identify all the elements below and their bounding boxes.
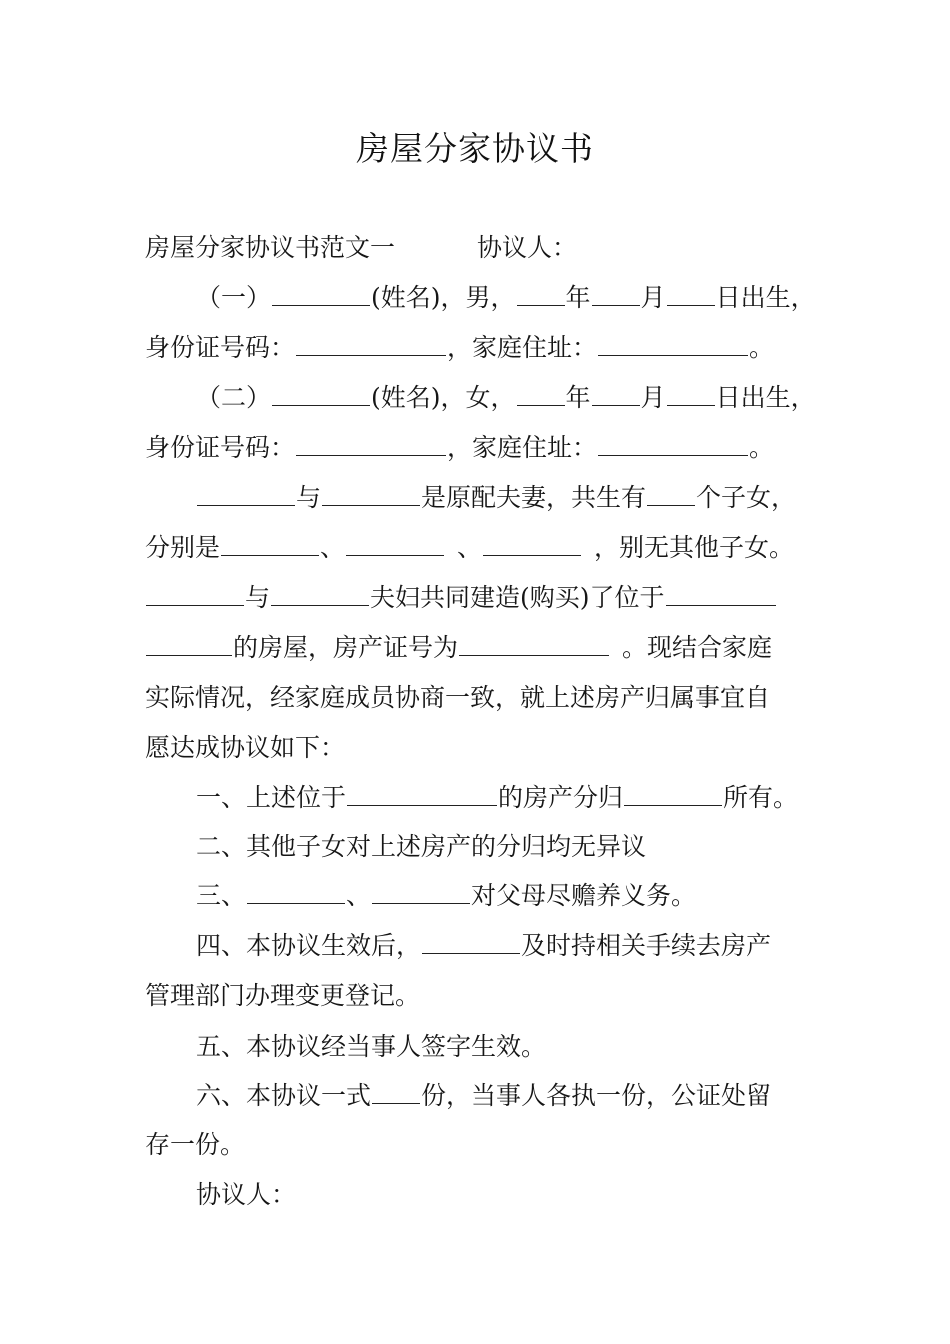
doc-line-2 xyxy=(196,273,876,323)
fill-blank xyxy=(247,885,345,904)
text: 。 xyxy=(749,333,775,362)
text: 年 xyxy=(565,283,591,312)
doc-line-15 xyxy=(196,921,876,971)
text: ，家庭住址： xyxy=(447,433,598,462)
fill-blank xyxy=(598,337,748,356)
text: 、 xyxy=(457,533,483,562)
text: 个子女， xyxy=(696,483,797,512)
fill-blank xyxy=(146,637,232,656)
fill-blank xyxy=(592,287,640,306)
subtitle-text: 房屋分家协议书范文一 xyxy=(145,233,396,262)
text: 日出生， xyxy=(715,383,816,412)
text: 、 xyxy=(320,533,346,562)
text: 。 xyxy=(749,433,775,462)
fill-blank xyxy=(272,387,370,406)
fill-blank xyxy=(483,537,581,556)
doc-line-7 xyxy=(145,523,825,573)
fill-blank xyxy=(459,637,609,656)
text: 分别是 xyxy=(145,533,221,562)
doc-line-17: 五、本协议经当事人签字生效。 xyxy=(196,1032,547,1061)
text: 与 xyxy=(296,483,322,512)
fill-blank xyxy=(624,787,722,806)
doc-line-18 xyxy=(196,1071,876,1121)
text: 身份证号码： xyxy=(145,333,296,362)
fill-blank xyxy=(517,387,565,406)
text: （二） xyxy=(196,383,272,412)
text: ，家庭住址： xyxy=(447,333,598,362)
text: 夫妇共同建造(购买)了位于 xyxy=(370,583,665,612)
doc-line-16: 管理部门办理变更登记。 xyxy=(145,981,421,1010)
text: 所有。 xyxy=(723,783,799,812)
fill-blank xyxy=(347,787,497,806)
fill-blank xyxy=(272,287,370,306)
fill-blank xyxy=(598,437,748,456)
text: 一、上述位于 xyxy=(196,783,347,812)
text: 四、本协议生效后， xyxy=(196,931,422,960)
doc-line-9 xyxy=(145,623,825,673)
doc-line-20: 协议人： xyxy=(196,1180,297,1209)
doc-line-11: 愿达成协议如下： xyxy=(145,733,346,762)
text: 与 xyxy=(245,583,271,612)
text: 三、 xyxy=(196,881,247,910)
fill-blank xyxy=(197,487,295,506)
doc-line-5 xyxy=(145,423,825,473)
fill-blank xyxy=(346,537,444,556)
doc-line-13: 二、其他子女对上述房产的分归均无异议 xyxy=(196,832,647,861)
doc-line-8 xyxy=(145,573,825,623)
text: 、 xyxy=(346,881,372,910)
fill-blank xyxy=(271,587,369,606)
fill-blank xyxy=(667,287,715,306)
fill-blank xyxy=(517,287,565,306)
fill-blank xyxy=(221,537,319,556)
text: 日出生， xyxy=(715,283,816,312)
text: （一） xyxy=(196,283,272,312)
fill-blank xyxy=(422,935,520,954)
parties-label: 协议人： xyxy=(477,233,578,262)
doc-line-4 xyxy=(196,373,876,423)
doc-line-12 xyxy=(196,773,876,823)
doc-line-6 xyxy=(196,473,876,523)
text: 月 xyxy=(640,283,666,312)
fill-blank xyxy=(322,487,420,506)
text: 的房屋，房产证号为 xyxy=(233,633,459,662)
doc-line-10: 实际情况，经家庭成员协商一致，就上述房产归属事宜自 xyxy=(145,683,771,712)
doc-line-19: 存一份。 xyxy=(145,1130,246,1159)
fill-blank xyxy=(666,587,776,606)
fill-blank xyxy=(296,337,446,356)
text: 六、本协议一式 xyxy=(196,1081,372,1110)
text: (姓名)，男， xyxy=(371,283,516,312)
text: 是原配夫妻，共生有 xyxy=(421,483,647,512)
text: 年 xyxy=(565,383,591,412)
text: 及时持相关手续去房产 xyxy=(521,931,772,960)
text: 对父母尽赡养义务。 xyxy=(471,881,697,910)
fill-blank xyxy=(372,1085,420,1104)
text: 份，当事人各执一份，公证处留 xyxy=(421,1081,772,1110)
text: (姓名)，女， xyxy=(371,383,516,412)
fill-blank xyxy=(667,387,715,406)
fill-blank xyxy=(146,587,244,606)
text: 的房产分归 xyxy=(498,783,624,812)
doc-line-1 xyxy=(145,223,825,273)
text: 身份证号码： xyxy=(145,433,296,462)
text: 月 xyxy=(640,383,666,412)
text: 。现结合家庭 xyxy=(622,633,773,662)
fill-blank xyxy=(372,885,470,904)
fill-blank xyxy=(296,437,446,456)
doc-line-3 xyxy=(145,323,825,373)
fill-blank xyxy=(592,387,640,406)
doc-line-14 xyxy=(196,871,876,921)
fill-blank xyxy=(647,487,695,506)
text: ，别无其他子女。 xyxy=(594,533,795,562)
document-title: 房屋分家协议书 xyxy=(356,129,594,168)
